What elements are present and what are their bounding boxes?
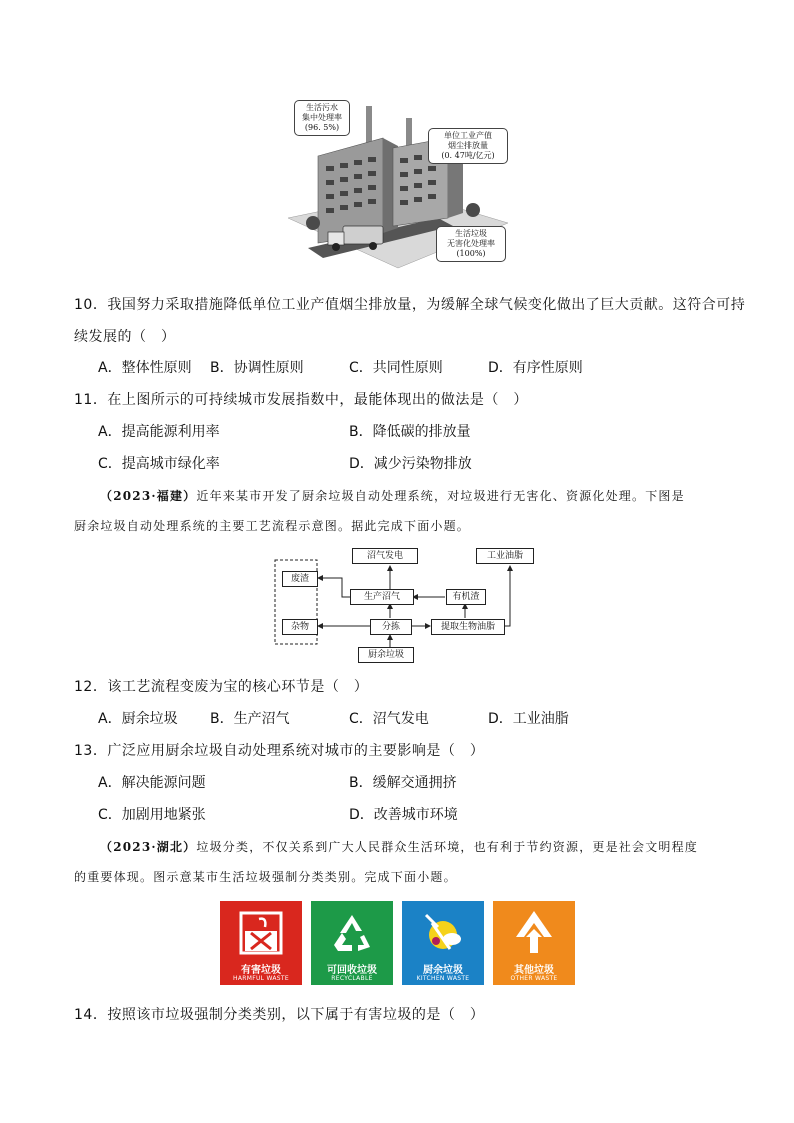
q12-option-d: D．工业油脂	[488, 711, 569, 727]
q10-option-b: B．协调性原则	[210, 360, 304, 376]
question-13-stem: 13．广泛应用厨余垃圾自动处理系统对城市的主要影响是（ ）	[74, 743, 485, 759]
hubei-intro-line-1	[100, 838, 698, 855]
q12-option-c: C．沼气发电	[349, 711, 429, 727]
q13-option-d: D．改善城市环境	[349, 807, 458, 823]
flow-node-sorting: 分拣	[370, 619, 412, 635]
callout-text: 烟尘排放量	[448, 141, 488, 150]
fujian-intro-line-2: 厨余垃圾自动处理系统的主要工艺流程示意图。据此完成下面小题。	[74, 519, 471, 533]
q12-option-a: A．厨余垃圾	[98, 711, 178, 727]
flow-node-organic-residue: 有机渣	[446, 589, 486, 605]
q13-option-b: B．缓解交通拥挤	[349, 775, 457, 791]
garbage-treatment-callout	[436, 226, 506, 262]
kitchen-waste-icon	[416, 905, 470, 959]
bin-label-en: OTHER WASTE	[510, 975, 558, 982]
q13-option-c: C．加剧用地紧张	[98, 807, 206, 823]
hubei-source-tag: （2023·湖北）	[100, 840, 197, 854]
flow-node-kitchen-waste: 厨余垃圾	[358, 647, 414, 663]
q11-option-d: D．减少污染物排放	[349, 456, 472, 472]
bin-harmful-waste	[220, 901, 302, 985]
q10-option-d: D．有序性原则	[488, 360, 583, 376]
callout-text: (96. 5%)	[304, 123, 340, 132]
q11-option-b: B．降低碳的排放量	[349, 424, 471, 440]
callout-text: 集中处理率	[302, 113, 342, 122]
bin-label-cn: 可回收垃圾	[327, 965, 377, 976]
bin-recyclable	[311, 901, 393, 985]
callout-text: 无害化处理率	[447, 239, 495, 248]
callout-text: (100%)	[456, 249, 486, 258]
bin-label-cn: 厨余垃圾	[423, 965, 463, 976]
q11-option-a: A．提高能源利用率	[98, 424, 220, 440]
callout-text: 生活污水	[306, 103, 338, 112]
fujian-source-tag: （2023·福建）	[100, 489, 197, 503]
bin-other-waste	[493, 901, 575, 985]
bin-label-cn: 有害垃圾	[241, 965, 281, 976]
q10-option-a: A．整体性原则	[98, 360, 192, 376]
sewage-treatment-callout	[294, 100, 350, 136]
harmful-waste-icon	[237, 909, 285, 957]
flow-node-residue: 废渣	[282, 571, 318, 587]
bin-label-en: KITCHEN WASTE	[416, 975, 470, 982]
q13-option-a: A．解决能源问题	[98, 775, 206, 791]
q10-option-c: C．共同性原则	[349, 360, 443, 376]
flow-node-impurities: 杂物	[282, 619, 318, 635]
bin-label-en: RECYCLABLE	[331, 975, 373, 982]
q11-option-c: C．提高城市绿化率	[98, 456, 220, 472]
bin-label-cn: 其他垃圾	[514, 965, 554, 976]
question-11-stem: 11．在上图所示的可持续城市发展指数中，最能体现出的做法是（ ）	[74, 392, 528, 408]
callout-text: 生活垃圾	[455, 229, 487, 238]
flow-node-biogas-power: 沼气发电	[352, 548, 418, 564]
intro-text: 垃圾分类，不仅关系到广大人民群众生活环境，也有利于节约资源，更是社会文明程度	[196, 840, 698, 854]
flow-node-industrial-oil: 工业油脂	[476, 548, 534, 564]
other-waste-icon	[510, 907, 558, 957]
question-12-stem: 12．该工艺流程变废为宝的核心环节是（ ）	[74, 679, 369, 695]
kitchen-waste-flow-chart	[270, 540, 530, 665]
bin-kitchen-waste	[402, 901, 484, 985]
question-10-line-2: 续发展的（ ）	[74, 329, 176, 345]
flow-node-extract-oil: 提取生物油脂	[431, 619, 505, 635]
callout-text: (0. 47吨/亿元)	[441, 151, 495, 160]
bin-label-en: HARMFUL WASTE	[233, 975, 289, 982]
fujian-intro-line-1	[100, 487, 685, 504]
city-sustainability-illustration	[288, 98, 508, 284]
intro-text: 近年来某市开发了厨余垃圾自动处理系统，对垃圾进行无害化、资源化处理。下图是	[196, 489, 685, 503]
callout-text: 单位工业产值	[444, 131, 492, 140]
recycle-icon	[328, 909, 376, 957]
flow-node-produce-biogas: 生产沼气	[350, 589, 414, 605]
question-10-line-1: 10．我国努力采取措施降低单位工业产值烟尘排放量，为缓解全球气候变化做出了巨大贡献。这符合可持	[74, 297, 746, 313]
hubei-intro-line-2: 的重要体现。图示意某市生活垃圾强制分类类别。完成下面小题。	[74, 870, 457, 884]
q12-option-b: B．生产沼气	[210, 711, 290, 727]
question-14-stem: 14．按照该市垃圾强制分类类别，以下属于有害垃圾的是（ ）	[74, 1007, 485, 1023]
dust-emission-callout	[428, 128, 508, 164]
